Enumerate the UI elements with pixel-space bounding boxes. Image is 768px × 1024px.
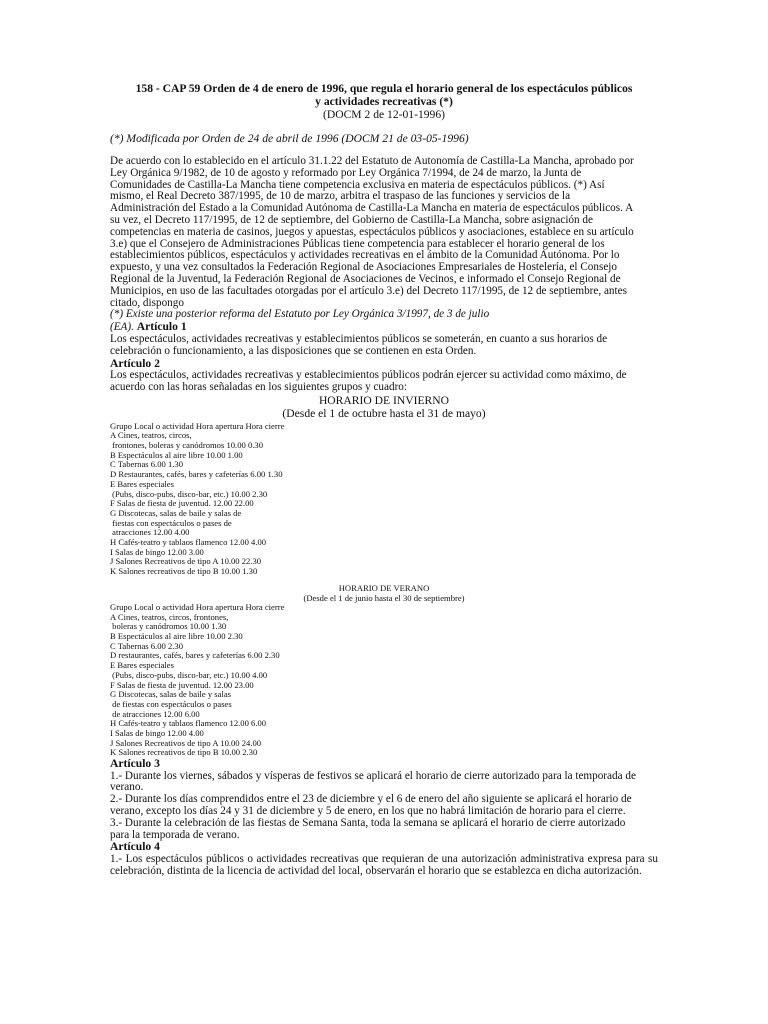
reform-note-ea: (EA). (110, 321, 134, 334)
summer-schedule-row: Grupo Local o actividad Hora apertura Hora cierre (110, 601, 285, 612)
article-3-line: verano, excepto los días 24 y 31 de diciembre y 5 de enero, en los que no habrá limitación de horario para el cierre. (110, 805, 626, 818)
winter-schedule-row: K Salones recreativos de tipo B 10.00 1.30 (110, 566, 258, 577)
article-1-text (110, 334, 658, 358)
winter-schedule-title: HORARIO DE INVIERNO (318, 393, 450, 407)
winter-schedule-row: frontones, boleras y canódromos 10.00 0.30 (110, 440, 263, 451)
summer-schedule-row: J Salones Recreativos de tipo A 10.00 24.00 (110, 737, 262, 748)
preamble-line: expuesto, y una vez consultados la Federación Regional de Asociaciones Empresariales de Hostelería, el Consejo (110, 261, 618, 274)
winter-schedule-row: I Salas de bingo 12.00 3.00 (110, 546, 204, 557)
reform-note-line-1: (*) Existe una posterior reforma del Estatuto por Ley Orgánica 3/1997, de 3 de julio (110, 308, 490, 321)
article-2-heading: Artículo 2 (110, 356, 160, 370)
winter-schedule-row: C Tabernas 6.00 1.30 (110, 459, 183, 470)
summer-schedule-row: de fiestas con espectáculos o pases (110, 698, 232, 709)
summer-schedule-title: HORARIO DE VERANO (338, 582, 430, 593)
article-3-text (110, 771, 658, 842)
preamble-line: establecimientos públicos, espectáculos y actividades recreativas en el ámbito de la Comunidad Autónoma. Por lo (110, 249, 620, 262)
preamble-line: mismo, el Real Decreto 387/1995, de 10 de marzo, arbitra el traspaso de las funciones y servicios de la (110, 190, 571, 203)
summer-schedule-row: C Tabernas 6.00 2.30 (110, 640, 183, 651)
article-4-text: 1.- Los espectáculos públicos o actividades recreativas que requieran de una autorización administrativa expresa para su celebración, distinta de la licencia de actividad del local, observarán el horario que se establezca en dicha autorización. (110, 852, 658, 877)
article-3-line: verano. (110, 781, 144, 794)
article-1-line: Los espectáculos, actividades recreativas y establecimientos públicos se someterán, en cuanto a sus horarios de (110, 332, 608, 345)
article-2-text (110, 370, 658, 394)
summer-schedule-row: (Pubs, disco-pubs, disco-bar, etc.) 10.00 4.00 (110, 669, 268, 680)
winter-schedule-row: J Salones Recreativos de tipo A 10.00 22.30 (110, 556, 262, 567)
preamble-line: citado, dispongo (110, 296, 184, 309)
preamble-line: 3.e) que el Consejero de Administraciones Públicas tiene competencia para establecer el horario general de los (110, 237, 605, 250)
preamble-line: Ley Orgánica 9/1982, de 10 de agosto y reformado por Ley Orgánica 7/1994, de 24 de marzo, la Junta de (110, 166, 582, 179)
winter-schedule-row: fiestas con espectáculos o pases de (110, 517, 232, 528)
winter-schedule-row: B Espectáculos al aire libre 10.00 1.00 (110, 449, 243, 460)
summer-schedule-table (110, 603, 658, 758)
modified-note: (*) Modificada por Orden de 24 de abril de 1996 (DOCM 21 de 03-05-1996) (110, 132, 469, 145)
article-3-heading: Artículo 3 (110, 757, 160, 771)
preamble-line: Administración del Estado a la Comunidad Autónoma de Castilla-La Mancha en materia de espectáculos públicos. A (110, 202, 634, 215)
article-1-line: celebración o funcionamiento, a las disposiciones que se contienen en esta Orden. (110, 344, 477, 357)
preamble-line: su vez, el Decreto 117/1995, de 12 de septiembre, del Gobierno de Castilla-La Mancha, sobre asignación de (110, 213, 593, 226)
article-2-line: Los espectáculos, actividades recreativas y establecimientos públicos podrán ejercer su actividad como máximo, de (110, 369, 627, 382)
summer-schedule-row: boleras y canódromos 10.00 1.30 (110, 621, 227, 632)
winter-schedule-row: G Discotecas, salas de baile y salas de (110, 507, 242, 518)
winter-schedule-row: atracciones 12.00 4.00 (110, 527, 190, 538)
preamble-line: competencias en materia de casinos, juegos y apuestas, espectáculos públicos y asociaciones, establece en su artículo (110, 225, 634, 238)
winter-schedule-row: A Cines, teatros, circos, (110, 430, 192, 441)
article-3-line: 2.- Durante los días comprendidos entre el 23 de diciembre y el 6 de enero del año siguiente se aplicará el horario de (110, 793, 632, 806)
winter-schedule-row: E Bares especiales (110, 478, 174, 489)
winter-schedule-table (110, 422, 658, 577)
article-2-line: acuerdo con las horas señaladas en los siguientes grupos y cuadro: (110, 380, 408, 393)
winter-schedule-row: H Cafés-teatro y tablaos flamenco 12.00 4.00 (110, 537, 267, 548)
title-line-2: y actividades recreativas (*) (315, 95, 453, 108)
document-body (110, 82, 658, 878)
winter-schedule-row: D Restaurantes, cafés, bares y cafeterías 6.00 1.30 (110, 469, 283, 480)
summer-schedule-row: B Espectáculos al aire libre 10.00 2.30 (110, 631, 243, 641)
article-3-line: 1.- Durante los viernes, sábados y vísperas de festivos se aplicará el horario de cierre autorizado para la temporada de (110, 769, 636, 782)
winter-schedule-row: (Pubs, disco-pubs, disco-bar, etc.) 10.00 2.30 (110, 488, 268, 499)
preamble-line: De acuerdo con lo establecido en el artículo 31.1.22 del Estatuto de Autonomía de Castilla-La Mancha, aprobado por (110, 155, 634, 167)
title-line-1: 158 - CAP 59 Orden de 4 de enero de 1996, que regula el horario general de los espectáculos públicos (135, 82, 633, 95)
summer-schedule-range: (Desde el 1 de junio hasta el 30 de septiembre) (303, 592, 465, 603)
winter-schedule-row: Grupo Local o actividad Hora apertura Hora cierre (110, 420, 285, 431)
article-4-heading: Artículo 4 (110, 840, 160, 854)
summer-schedule-row: G Discotecas, salas de baile y salas (110, 689, 231, 700)
preamble-line: Comunidades de Castilla-La Mancha tiene competencia exclusiva en materia de espectáculos públicos. (*) Así (110, 178, 605, 191)
preamble (110, 156, 658, 309)
summer-schedule-row: E Bares especiales (110, 660, 174, 671)
docm-reference: (DOCM 2 de 12-01-1996) (322, 108, 446, 121)
summer-schedule-row: D restaurantes, cafés, bares y cafeterías 6.00 2.30 (110, 650, 280, 661)
article-3-line: 3.- Durante la celebración de las fiestas de Semana Santa, toda la semana se aplicará el horario de cierre autorizado (110, 816, 626, 829)
summer-schedule-row: F Salas de fiesta de juventud. 12.00 23.00 (110, 679, 254, 690)
winter-schedule-range: (Desde el 1 de octubre hasta el 31 de mayo) (282, 406, 486, 420)
summer-schedule-row: K Salones recreativos de tipo B 10.00 2.30 (110, 747, 258, 758)
summer-schedule-row: I Salas de bingo 12.00 4.00 (110, 728, 204, 739)
preamble-line: Municipios, en uso de las facultades otorgadas por el artículo 3.e) del Decreto 117/1995, de 12 de septiembre, antes (110, 284, 627, 297)
article-3-line: para la temporada de verano. (110, 828, 240, 841)
summer-schedule-row: H Cafés-teatro y tablaos flamenco 12.00 6.00 (110, 718, 267, 729)
preamble-line: Regional de la Juventud, la Federación Regional de Asociaciones de Vecinos, e informado el Consejo Regional de (110, 272, 621, 285)
document-title (110, 82, 658, 108)
article-1-heading: Artículo 1 (136, 320, 187, 334)
summer-schedule-row: A Cines, teatros, circos, frontones, (110, 611, 229, 622)
winter-schedule-row: F Salas de fiesta de juventud. 12.00 22.00 (110, 498, 254, 509)
summer-schedule-row: de atracciones 12.00 6.00 (110, 708, 200, 719)
